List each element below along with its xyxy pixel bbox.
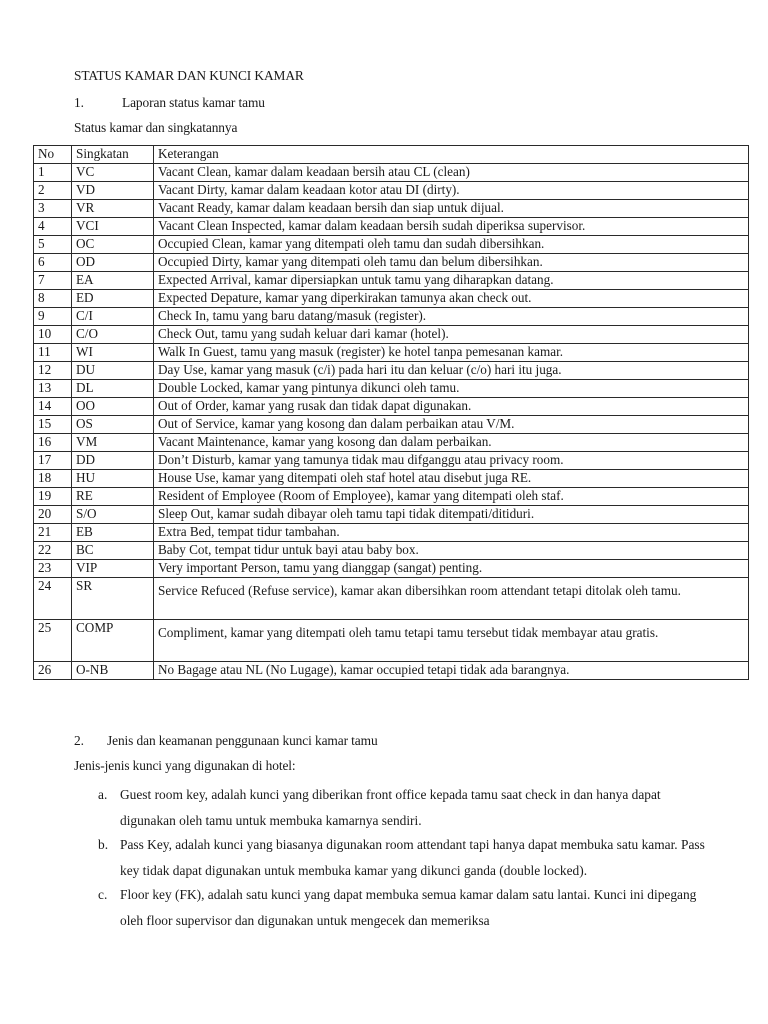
table-row bbox=[34, 470, 749, 488]
cell-abbreviation: O-NB bbox=[72, 662, 154, 680]
cell-abbreviation: COMP bbox=[72, 620, 154, 662]
cell-abbreviation: ED bbox=[72, 290, 154, 308]
cell-abbreviation: S/O bbox=[72, 506, 154, 524]
table-row bbox=[34, 416, 749, 434]
cell-no: 1 bbox=[34, 164, 72, 182]
cell-abbreviation: OS bbox=[72, 416, 154, 434]
cell-no: 20 bbox=[34, 506, 72, 524]
cell-description: Compliment, kamar yang ditempati oleh tamu tetapi tamu tersebut tidak membayar atau gratis. bbox=[154, 620, 749, 662]
cell-no: 23 bbox=[34, 560, 72, 578]
cell-description: Out of Service, kamar yang kosong dan dalam perbaikan atau V/M. bbox=[154, 416, 749, 434]
cell-abbreviation: C/I bbox=[72, 308, 154, 326]
list-marker: c. bbox=[98, 887, 108, 902]
cell-no: 11 bbox=[34, 344, 72, 362]
cell-no: 18 bbox=[34, 470, 72, 488]
cell-no: 3 bbox=[34, 200, 72, 218]
cell-abbreviation: VD bbox=[72, 182, 154, 200]
cell-description: Check In, tamu yang baru datang/masuk (register). bbox=[154, 308, 749, 326]
cell-no: 22 bbox=[34, 542, 72, 560]
cell-abbreviation: OC bbox=[72, 236, 154, 254]
cell-abbreviation: SR bbox=[72, 578, 154, 620]
cell-description: Vacant Clean Inspected, kamar dalam keadaan bersih sudah diperiksa supervisor. bbox=[154, 218, 749, 236]
cell-description: Occupied Dirty, kamar yang ditempati oleh tamu dan belum dibersihkan. bbox=[154, 254, 749, 272]
table-row bbox=[34, 380, 749, 398]
header-no: No bbox=[34, 146, 72, 164]
document-title: STATUS KAMAR DAN KUNCI KAMAR bbox=[74, 68, 304, 83]
list-marker: b. bbox=[98, 837, 109, 852]
cell-no: 21 bbox=[34, 524, 72, 542]
section-1-heading bbox=[74, 95, 265, 111]
table-row bbox=[34, 560, 749, 578]
table-row bbox=[34, 236, 749, 254]
cell-abbreviation: DU bbox=[72, 362, 154, 380]
cell-no: 10 bbox=[34, 326, 72, 344]
section-1-heading-text: Laporan status kamar tamu bbox=[122, 95, 265, 110]
cell-abbreviation: VR bbox=[72, 200, 154, 218]
cell-description: Sleep Out, kamar sudah dibayar oleh tamu tapi tidak ditempati/ditiduri. bbox=[154, 506, 749, 524]
cell-no: 8 bbox=[34, 290, 72, 308]
cell-description: Vacant Dirty, kamar dalam keadaan kotor atau DI (dirty). bbox=[154, 182, 749, 200]
table-row bbox=[34, 218, 749, 236]
header-abbreviation: Singkatan bbox=[72, 146, 154, 164]
table-row bbox=[34, 272, 749, 290]
list-item-text: Guest room key, adalah kunci yang diberikan front office kepada tamu saat check in dan hanya dapat digunakan oleh tamu untuk membuka kamarnya sendiri. bbox=[120, 787, 661, 828]
cell-abbreviation: EA bbox=[72, 272, 154, 290]
table-row bbox=[34, 452, 749, 470]
cell-no: 13 bbox=[34, 380, 72, 398]
room-status-table bbox=[33, 145, 749, 680]
cell-description: Extra Bed, tempat tidur tambahan. bbox=[154, 524, 749, 542]
table-row bbox=[34, 506, 749, 524]
table-body bbox=[34, 164, 749, 680]
cell-no: 14 bbox=[34, 398, 72, 416]
cell-description: Vacant Clean, kamar dalam keadaan bersih atau CL (clean) bbox=[154, 164, 749, 182]
cell-description: House Use, kamar yang ditempati oleh staf hotel atau disebut juga RE. bbox=[154, 470, 749, 488]
section-1-number: 1. bbox=[74, 95, 84, 110]
table-row bbox=[34, 326, 749, 344]
cell-description: Day Use, kamar yang masuk (c/i) pada hari itu dan keluar (c/o) hari itu juga. bbox=[154, 362, 749, 380]
list-item-text: Floor key (FK), adalah satu kunci yang dapat membuka semua kamar dalam satu lantai. Kunci ini dipegang oleh floor supervisor dan digunakan untuk mengecek dan memeriksa bbox=[120, 887, 697, 928]
cell-description: Expected Depature, kamar yang diperkirakan tamunya akan check out. bbox=[154, 290, 749, 308]
cell-description: No Bagage atau NL (No Lugage), kamar occupied tetapi tidak ada barangnya. bbox=[154, 662, 749, 680]
cell-description: Check Out, tamu yang sudah keluar dari kamar (hotel). bbox=[154, 326, 749, 344]
cell-description: Double Locked, kamar yang pintunya dikunci oleh tamu. bbox=[154, 380, 749, 398]
table-row bbox=[34, 344, 749, 362]
cell-description: Service Refuced (Refuse service), kamar akan dibersihkan room attendant tetapi ditolak oleh tamu. bbox=[154, 578, 749, 620]
cell-description: Resident of Employee (Room of Employee), kamar yang ditempati oleh staf. bbox=[154, 488, 749, 506]
table-row bbox=[34, 662, 749, 680]
cell-abbreviation: VM bbox=[72, 434, 154, 452]
header-description: Keterangan bbox=[154, 146, 749, 164]
table-row bbox=[34, 488, 749, 506]
cell-abbreviation: RE bbox=[72, 488, 154, 506]
cell-no: 15 bbox=[34, 416, 72, 434]
table-row bbox=[34, 254, 749, 272]
cell-no: 12 bbox=[34, 362, 72, 380]
cell-no: 9 bbox=[34, 308, 72, 326]
cell-description: Occupied Clean, kamar yang ditempati oleh tamu dan sudah dibersihkan. bbox=[154, 236, 749, 254]
cell-abbreviation: HU bbox=[72, 470, 154, 488]
cell-description: Expected Arrival, kamar dipersiapkan untuk tamu yang diharapkan datang. bbox=[154, 272, 749, 290]
table-row bbox=[34, 542, 749, 560]
table-row bbox=[34, 164, 749, 182]
cell-no: 26 bbox=[34, 662, 72, 680]
section-1-subheading: Status kamar dan singkatannya bbox=[74, 120, 238, 135]
cell-no: 19 bbox=[34, 488, 72, 506]
cell-abbreviation: DD bbox=[72, 452, 154, 470]
section-2-heading bbox=[74, 733, 378, 749]
section-2-number: 2. bbox=[74, 733, 84, 748]
cell-abbreviation: VCI bbox=[72, 218, 154, 236]
list-item-text: Pass Key, adalah kunci yang biasanya digunakan room attendant tapi hanya dapat membuka satu kamar. Pass key tidak dapat digunakan untuk membuka kamar yang dikunci ganda (double locked). bbox=[120, 837, 705, 878]
table-row bbox=[34, 578, 749, 620]
section-2-subheading: Jenis-jenis kunci yang digunakan di hotel: bbox=[74, 758, 296, 773]
cell-description: Vacant Ready, kamar dalam keadaan bersih dan siap untuk dijual. bbox=[154, 200, 749, 218]
cell-no: 17 bbox=[34, 452, 72, 470]
list-marker: a. bbox=[98, 787, 108, 802]
cell-abbreviation: C/O bbox=[72, 326, 154, 344]
cell-no: 16 bbox=[34, 434, 72, 452]
key-types-list bbox=[98, 782, 718, 932]
table-row bbox=[34, 200, 749, 218]
list-item bbox=[98, 882, 718, 934]
cell-abbreviation: VC bbox=[72, 164, 154, 182]
table-header-row bbox=[34, 146, 749, 164]
cell-abbreviation: BC bbox=[72, 542, 154, 560]
cell-no: 4 bbox=[34, 218, 72, 236]
cell-abbreviation: DL bbox=[72, 380, 154, 398]
cell-no: 25 bbox=[34, 620, 72, 662]
cell-no: 5 bbox=[34, 236, 72, 254]
section-2-heading-text: Jenis dan keamanan penggunaan kunci kamar tamu bbox=[107, 733, 378, 748]
cell-abbreviation: OO bbox=[72, 398, 154, 416]
cell-abbreviation: WI bbox=[72, 344, 154, 362]
cell-no: 2 bbox=[34, 182, 72, 200]
cell-description: Out of Order, kamar yang rusak dan tidak dapat digunakan. bbox=[154, 398, 749, 416]
cell-no: 7 bbox=[34, 272, 72, 290]
cell-description: Walk In Guest, tamu yang masuk (register) ke hotel tanpa pemesanan kamar. bbox=[154, 344, 749, 362]
cell-description: Don’t Disturb, kamar yang tamunya tidak mau difganggu atau privacy room. bbox=[154, 452, 749, 470]
cell-abbreviation: VIP bbox=[72, 560, 154, 578]
table-row bbox=[34, 620, 749, 662]
table-row bbox=[34, 434, 749, 452]
table-row bbox=[34, 182, 749, 200]
cell-abbreviation: EB bbox=[72, 524, 154, 542]
cell-description: Vacant Maintenance, kamar yang kosong dan dalam perbaikan. bbox=[154, 434, 749, 452]
cell-description: Very important Person, tamu yang dianggap (sangat) penting. bbox=[154, 560, 749, 578]
list-item bbox=[98, 782, 718, 834]
cell-abbreviation: OD bbox=[72, 254, 154, 272]
table-row bbox=[34, 362, 749, 380]
cell-no: 6 bbox=[34, 254, 72, 272]
cell-description: Baby Cot, tempat tidur untuk bayi atau baby box. bbox=[154, 542, 749, 560]
table-row bbox=[34, 290, 749, 308]
list-item bbox=[98, 832, 718, 884]
table-row bbox=[34, 398, 749, 416]
table-row bbox=[34, 308, 749, 326]
table-row bbox=[34, 524, 749, 542]
cell-no: 24 bbox=[34, 578, 72, 620]
